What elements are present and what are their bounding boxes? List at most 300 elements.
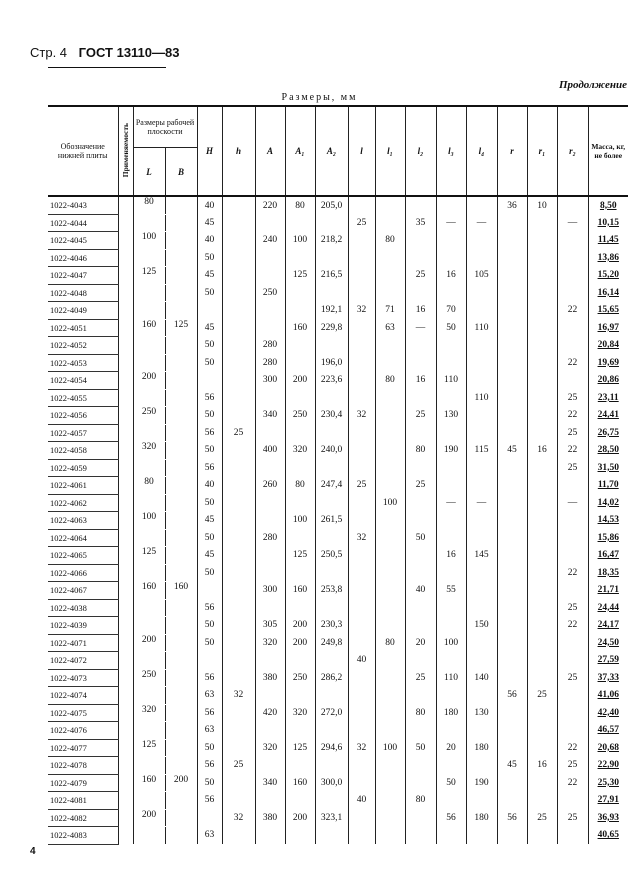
cell-A1 bbox=[285, 687, 315, 705]
cell-l3: 70 bbox=[436, 302, 466, 320]
cell-A1: 160 bbox=[285, 319, 315, 337]
cell-l3 bbox=[436, 354, 466, 372]
cell-l3 bbox=[436, 249, 466, 267]
cell-l3: 50 bbox=[436, 319, 466, 337]
cell-l: 25 bbox=[348, 214, 375, 232]
cell-designation: 1022-4052 bbox=[48, 337, 118, 355]
cell-h bbox=[222, 284, 255, 302]
cell-A: 340 bbox=[255, 407, 285, 425]
cell-l1 bbox=[375, 547, 405, 565]
cell-applicability bbox=[118, 284, 133, 302]
cell-work-surface bbox=[133, 232, 197, 250]
cell-h bbox=[222, 617, 255, 635]
cell-applicability bbox=[118, 494, 133, 512]
table-row bbox=[48, 249, 628, 267]
cell-l4 bbox=[466, 634, 497, 652]
cell-l3: — bbox=[436, 494, 466, 512]
cell-l bbox=[348, 424, 375, 442]
cell-work-surface bbox=[133, 214, 197, 232]
cell-l1: 100 bbox=[375, 739, 405, 757]
cell-h bbox=[222, 337, 255, 355]
cell-h bbox=[222, 582, 255, 600]
cell-L bbox=[134, 460, 165, 477]
cell-l bbox=[348, 512, 375, 530]
cell-h bbox=[222, 319, 255, 337]
cell-l4 bbox=[466, 407, 497, 425]
dimensions-caption: Размеры, мм bbox=[281, 92, 358, 103]
cell-l bbox=[348, 232, 375, 250]
cell-A bbox=[255, 722, 285, 740]
table-row bbox=[48, 389, 628, 407]
cell-A1: 200 bbox=[285, 617, 315, 635]
cell-r1 bbox=[527, 267, 557, 285]
cell-r1 bbox=[527, 389, 557, 407]
cell-h bbox=[222, 827, 255, 845]
cell-r1: 25 bbox=[527, 687, 557, 705]
cell-A2: 230,3 bbox=[315, 617, 348, 635]
cell-A bbox=[255, 652, 285, 670]
cell-A1: 100 bbox=[285, 232, 315, 250]
cell-l1 bbox=[375, 407, 405, 425]
cell-A1: 160 bbox=[285, 774, 315, 792]
cell-A2: 250,5 bbox=[315, 547, 348, 565]
cell-l3 bbox=[436, 564, 466, 582]
col-L: L bbox=[146, 166, 152, 177]
cell-l1 bbox=[375, 267, 405, 285]
cell-h bbox=[222, 564, 255, 582]
header-rule bbox=[48, 67, 166, 68]
cell-l2 bbox=[405, 774, 436, 792]
cell-r2 bbox=[557, 284, 588, 302]
cell-designation: 1022-4064 bbox=[48, 529, 118, 547]
cell-l1 bbox=[375, 722, 405, 740]
cell-r1 bbox=[527, 494, 557, 512]
cell-l: 32 bbox=[348, 529, 375, 547]
cell-L bbox=[134, 827, 165, 844]
cell-r bbox=[497, 459, 527, 477]
cell-l2 bbox=[405, 232, 436, 250]
cell-A2: 253,8 bbox=[315, 582, 348, 600]
cell-h bbox=[222, 302, 255, 320]
table-row bbox=[48, 267, 628, 285]
cell-r1 bbox=[527, 302, 557, 320]
cell-A bbox=[255, 267, 285, 285]
cell-r2: 22 bbox=[557, 774, 588, 792]
cell-r: 36 bbox=[497, 196, 527, 214]
cell-L bbox=[134, 600, 165, 617]
cell-r2 bbox=[557, 792, 588, 810]
cell-l1 bbox=[375, 389, 405, 407]
cell-r1 bbox=[527, 372, 557, 390]
cell-H: 40 bbox=[197, 196, 222, 214]
cell-applicability bbox=[118, 372, 133, 390]
cell-A1: 125 bbox=[285, 739, 315, 757]
continuation-label: Продолжение bbox=[558, 79, 627, 91]
cell-r2 bbox=[557, 267, 588, 285]
cell-l2 bbox=[405, 424, 436, 442]
cell-r2: 25 bbox=[557, 459, 588, 477]
cell-l2: 16 bbox=[405, 372, 436, 390]
cell-h bbox=[222, 722, 255, 740]
cell-r bbox=[497, 722, 527, 740]
cell-r2 bbox=[557, 232, 588, 250]
cell-r bbox=[497, 424, 527, 442]
cell-B bbox=[165, 215, 197, 232]
cell-A2: 286,2 bbox=[315, 669, 348, 687]
cell-l4: 110 bbox=[466, 389, 497, 407]
cell-h bbox=[222, 529, 255, 547]
cell-A bbox=[255, 459, 285, 477]
cell-r1: 16 bbox=[527, 757, 557, 775]
cell-l3: 16 bbox=[436, 547, 466, 565]
cell-mass: 41,06 bbox=[588, 687, 628, 705]
cell-work-surface bbox=[133, 687, 197, 705]
cell-B bbox=[165, 740, 197, 757]
cell-l4 bbox=[466, 757, 497, 775]
cell-l1 bbox=[375, 337, 405, 355]
cell-A: 300 bbox=[255, 372, 285, 390]
cell-l2: 50 bbox=[405, 739, 436, 757]
cell-A1: 125 bbox=[285, 267, 315, 285]
cell-L: 160 bbox=[141, 774, 157, 785]
cell-L: 320 bbox=[141, 704, 157, 715]
cell-H: 56 bbox=[197, 669, 222, 687]
cell-r2 bbox=[557, 827, 588, 845]
cell-r1 bbox=[527, 774, 557, 792]
cell-l2 bbox=[405, 547, 436, 565]
cell-designation: 1022-4043 bbox=[48, 196, 118, 214]
cell-A: 320 bbox=[255, 739, 285, 757]
cell-r2 bbox=[557, 687, 588, 705]
cell-l: 25 bbox=[348, 477, 375, 495]
cell-r2 bbox=[557, 652, 588, 670]
cell-B bbox=[165, 757, 197, 774]
cell-mass: 24,41 bbox=[588, 407, 628, 425]
cell-B: 160 bbox=[165, 582, 197, 599]
cell-mass: 46,57 bbox=[588, 722, 628, 740]
cell-A1: 250 bbox=[285, 669, 315, 687]
cell-r2: 22 bbox=[557, 407, 588, 425]
cell-mass: 42,40 bbox=[588, 704, 628, 722]
cell-l3 bbox=[436, 722, 466, 740]
cell-l1 bbox=[375, 529, 405, 547]
cell-h bbox=[222, 774, 255, 792]
cell-r1 bbox=[527, 564, 557, 582]
cell-A bbox=[255, 599, 285, 617]
cell-applicability bbox=[118, 459, 133, 477]
cell-B bbox=[165, 792, 197, 809]
cell-mass: 24,44 bbox=[588, 599, 628, 617]
cell-r1 bbox=[527, 827, 557, 845]
cell-r bbox=[497, 599, 527, 617]
cell-r bbox=[497, 407, 527, 425]
cell-applicability bbox=[118, 337, 133, 355]
cell-r2: 22 bbox=[557, 354, 588, 372]
cell-r bbox=[497, 774, 527, 792]
cell-B bbox=[165, 407, 197, 424]
cell-H: 56 bbox=[197, 599, 222, 617]
cell-designation: 1022-4066 bbox=[48, 564, 118, 582]
cell-B: 125 bbox=[165, 320, 197, 337]
cell-l bbox=[348, 617, 375, 635]
cell-L: 250 bbox=[141, 407, 157, 417]
cell-A1 bbox=[285, 214, 315, 232]
cell-h bbox=[222, 267, 255, 285]
cell-A1 bbox=[285, 564, 315, 582]
cell-l1 bbox=[375, 757, 405, 775]
cell-B bbox=[165, 547, 197, 564]
cell-A: 340 bbox=[255, 774, 285, 792]
cell-r1 bbox=[527, 512, 557, 530]
table-row bbox=[48, 739, 628, 757]
cell-B bbox=[165, 600, 197, 617]
col-mass: Масса, кг, не более bbox=[588, 106, 628, 196]
cell-A: 420 bbox=[255, 704, 285, 722]
cell-r2 bbox=[557, 477, 588, 495]
cell-l2: — bbox=[405, 319, 436, 337]
cell-A2 bbox=[315, 337, 348, 355]
cell-l2 bbox=[405, 599, 436, 617]
cell-mass: 15,20 bbox=[588, 267, 628, 285]
cell-work-surface bbox=[133, 407, 197, 425]
table-row bbox=[48, 529, 628, 547]
cell-A: 280 bbox=[255, 337, 285, 355]
cell-L bbox=[134, 757, 165, 774]
cell-h bbox=[222, 249, 255, 267]
cell-l3 bbox=[436, 389, 466, 407]
cell-l bbox=[348, 669, 375, 687]
cell-l1 bbox=[375, 704, 405, 722]
cell-mass: 21,71 bbox=[588, 582, 628, 600]
cell-l3: 55 bbox=[436, 582, 466, 600]
cell-l3 bbox=[436, 196, 466, 214]
cell-work-surface bbox=[133, 284, 197, 302]
cell-B bbox=[165, 302, 197, 319]
cell-work-surface bbox=[133, 739, 197, 757]
cell-l4 bbox=[466, 599, 497, 617]
cell-l bbox=[348, 564, 375, 582]
col-l4: l₄ bbox=[466, 106, 497, 196]
cell-applicability bbox=[118, 617, 133, 635]
cell-l1 bbox=[375, 652, 405, 670]
cell-B bbox=[165, 827, 197, 844]
cell-A1 bbox=[285, 757, 315, 775]
table-row bbox=[48, 809, 628, 827]
cell-l4 bbox=[466, 284, 497, 302]
cell-r2: — bbox=[557, 214, 588, 232]
cell-r2 bbox=[557, 547, 588, 565]
cell-L bbox=[134, 425, 165, 442]
cell-applicability bbox=[118, 302, 133, 320]
cell-A1: 80 bbox=[285, 477, 315, 495]
cell-applicability bbox=[118, 547, 133, 565]
cell-applicability bbox=[118, 407, 133, 425]
cell-B bbox=[165, 267, 197, 284]
standard-number: ГОСТ 13110—83 bbox=[78, 45, 180, 60]
cell-l2: 25 bbox=[405, 477, 436, 495]
cell-l1 bbox=[375, 827, 405, 845]
cell-A1 bbox=[285, 337, 315, 355]
cell-A bbox=[255, 249, 285, 267]
cell-l4 bbox=[466, 232, 497, 250]
cell-H: 45 bbox=[197, 267, 222, 285]
cell-l3: 110 bbox=[436, 372, 466, 390]
cell-r2: 22 bbox=[557, 564, 588, 582]
cell-h bbox=[222, 407, 255, 425]
cell-designation: 1022-4062 bbox=[48, 494, 118, 512]
cell-A: 250 bbox=[255, 284, 285, 302]
cell-B bbox=[165, 425, 197, 442]
cell-H bbox=[197, 652, 222, 670]
cell-h bbox=[222, 442, 255, 460]
cell-r1 bbox=[527, 722, 557, 740]
cell-l bbox=[348, 196, 375, 214]
cell-mass: 13,86 bbox=[588, 249, 628, 267]
cell-h bbox=[222, 477, 255, 495]
cell-l2 bbox=[405, 809, 436, 827]
cell-l4 bbox=[466, 582, 497, 600]
cell-L: 160 bbox=[141, 319, 157, 330]
cell-l4 bbox=[466, 477, 497, 495]
col-r: r bbox=[497, 106, 527, 196]
cell-l1 bbox=[375, 424, 405, 442]
cell-A1: 200 bbox=[285, 372, 315, 390]
col-designation: Обозначение нижней плиты bbox=[48, 106, 118, 196]
cell-h bbox=[222, 512, 255, 530]
cell-l3 bbox=[436, 477, 466, 495]
cell-l1 bbox=[375, 687, 405, 705]
table-row bbox=[48, 599, 628, 617]
cell-A2 bbox=[315, 284, 348, 302]
cell-h bbox=[222, 494, 255, 512]
cell-L bbox=[134, 215, 165, 232]
cell-mass: 11,45 bbox=[588, 232, 628, 250]
cell-mass: 22,90 bbox=[588, 757, 628, 775]
cell-A1: 320 bbox=[285, 442, 315, 460]
cell-A1: 200 bbox=[285, 809, 315, 827]
cell-l3: 56 bbox=[436, 809, 466, 827]
table-row bbox=[48, 372, 628, 390]
cell-H bbox=[197, 302, 222, 320]
cell-applicability bbox=[118, 809, 133, 827]
cell-H: 50 bbox=[197, 529, 222, 547]
cell-A: 305 bbox=[255, 617, 285, 635]
cell-h bbox=[222, 214, 255, 232]
cell-l4 bbox=[466, 354, 497, 372]
cell-mass: 36,93 bbox=[588, 809, 628, 827]
cell-H: 50 bbox=[197, 494, 222, 512]
col-applicability-label: Применяемость bbox=[121, 122, 130, 178]
cell-r2 bbox=[557, 196, 588, 214]
cell-mass: 23,11 bbox=[588, 389, 628, 407]
cell-applicability bbox=[118, 389, 133, 407]
cell-mass: 14,53 bbox=[588, 512, 628, 530]
cell-r bbox=[497, 739, 527, 757]
cell-A2 bbox=[315, 459, 348, 477]
cell-L bbox=[134, 687, 165, 704]
cell-l: 32 bbox=[348, 739, 375, 757]
cell-mass: 24,17 bbox=[588, 617, 628, 635]
cell-applicability bbox=[118, 442, 133, 460]
cell-h: 25 bbox=[222, 757, 255, 775]
cell-l4: 115 bbox=[466, 442, 497, 460]
cell-l4: 110 bbox=[466, 319, 497, 337]
col-A1: A₁ bbox=[285, 106, 315, 196]
cell-mass: 16,47 bbox=[588, 547, 628, 565]
cell-mass: 28,50 bbox=[588, 442, 628, 460]
cell-A2 bbox=[315, 389, 348, 407]
cell-work-surface bbox=[133, 319, 197, 337]
cell-r1 bbox=[527, 547, 557, 565]
cell-l1 bbox=[375, 617, 405, 635]
cell-r1 bbox=[527, 337, 557, 355]
cell-l4: 190 bbox=[466, 774, 497, 792]
cell-A bbox=[255, 302, 285, 320]
cell-applicability bbox=[118, 214, 133, 232]
cell-r1 bbox=[527, 669, 557, 687]
cell-h: 32 bbox=[222, 809, 255, 827]
cell-applicability bbox=[118, 704, 133, 722]
cell-l bbox=[348, 599, 375, 617]
cell-r2: 25 bbox=[557, 669, 588, 687]
cell-l4: — bbox=[466, 494, 497, 512]
table-row bbox=[48, 494, 628, 512]
cell-l1 bbox=[375, 442, 405, 460]
cell-l4 bbox=[466, 827, 497, 845]
col-work-surface bbox=[133, 106, 197, 196]
cell-r1 bbox=[527, 582, 557, 600]
cell-L: 80 bbox=[144, 477, 154, 487]
cell-B: 200 bbox=[165, 775, 197, 792]
cell-h bbox=[222, 669, 255, 687]
cell-B bbox=[165, 512, 197, 529]
cell-A bbox=[255, 512, 285, 530]
cell-B bbox=[165, 687, 197, 704]
cell-l3 bbox=[436, 599, 466, 617]
cell-work-surface bbox=[133, 267, 197, 285]
cell-l bbox=[348, 582, 375, 600]
cell-l2: 16 bbox=[405, 302, 436, 320]
cell-A2: 230,4 bbox=[315, 407, 348, 425]
cell-l bbox=[348, 774, 375, 792]
cell-h bbox=[222, 459, 255, 477]
cell-A2: 247,4 bbox=[315, 477, 348, 495]
cell-A2: 223,6 bbox=[315, 372, 348, 390]
cell-applicability bbox=[118, 512, 133, 530]
cell-h bbox=[222, 634, 255, 652]
cell-L: 200 bbox=[141, 634, 157, 645]
cell-H: 56 bbox=[197, 757, 222, 775]
cell-r: 56 bbox=[497, 687, 527, 705]
col-l2: l₂ bbox=[405, 106, 436, 196]
cell-r2: 22 bbox=[557, 739, 588, 757]
cell-l2 bbox=[405, 757, 436, 775]
cell-work-surface bbox=[133, 547, 197, 565]
cell-A bbox=[255, 319, 285, 337]
cell-applicability bbox=[118, 687, 133, 705]
table-row bbox=[48, 319, 628, 337]
cell-mass: 14,02 bbox=[588, 494, 628, 512]
cell-H: 45 bbox=[197, 319, 222, 337]
cell-l bbox=[348, 284, 375, 302]
cell-H: 56 bbox=[197, 792, 222, 810]
cell-A2 bbox=[315, 424, 348, 442]
cell-l bbox=[348, 494, 375, 512]
cell-A1 bbox=[285, 284, 315, 302]
cell-B bbox=[165, 635, 197, 652]
cell-A bbox=[255, 792, 285, 810]
cell-work-surface bbox=[133, 652, 197, 670]
